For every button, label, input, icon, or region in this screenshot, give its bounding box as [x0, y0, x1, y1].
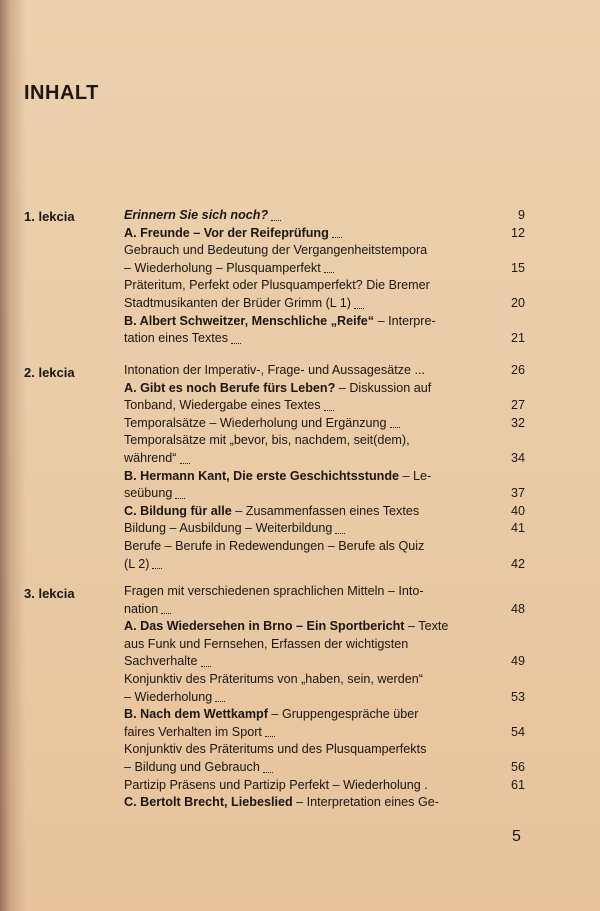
leader-dots [215, 701, 225, 702]
toc-text-part: – Le- [399, 468, 432, 483]
toc-entry-text [124, 759, 467, 777]
toc-line [124, 330, 527, 348]
toc-text-part: – Gruppengespräche über [267, 707, 419, 722]
toc-text-part: tation eines Textes [124, 331, 229, 346]
toc-entry-text [124, 556, 467, 574]
toc-entry-text [124, 397, 467, 415]
toc-text-part: Konjunktiv des Präteritums und des Plusquamperfekts [124, 742, 427, 757]
toc-page-number: 9 [517, 208, 525, 222]
toc-entry-text [124, 380, 467, 398]
toc-entry-text [124, 520, 467, 538]
toc-text-part: Sachverhalte [124, 654, 198, 669]
toc-line [124, 741, 527, 759]
toc-page-number: 37 [510, 486, 525, 501]
toc-page-number: 20 [510, 295, 525, 310]
toc-text-part: – Interpre- [374, 313, 436, 328]
toc-entry-text [124, 538, 467, 556]
toc-entry-text [124, 260, 467, 278]
section-label-1: 1. lekcia [24, 209, 75, 224]
toc-line [124, 415, 527, 433]
toc-text-part: Bildung – Ausbildung – Weiterbildung [124, 521, 333, 536]
toc-text-part: Partizip Präsens und Partizip Perfekt – Wiederholung . [124, 777, 428, 792]
toc-entry-text [124, 277, 467, 295]
toc-text-part: Gebrauch und Bedeutung der Vergangenheitstempora [124, 243, 428, 258]
leader-dots [263, 772, 273, 773]
toc-text-part: Temporalsätze – Wiederholung und Ergänzung [124, 415, 387, 430]
toc-line [124, 380, 527, 398]
section-entries-2 [124, 362, 527, 573]
toc-entry-text [124, 706, 467, 724]
toc-page-number: 56 [510, 759, 525, 774]
toc-page-number: 34 [510, 450, 525, 465]
toc-entry-text [124, 618, 467, 636]
toc-text-part: aus Funk und Fernsehen, Erfassen der wichtigsten [124, 636, 409, 651]
toc-line [124, 520, 527, 538]
toc-entry-text [124, 313, 467, 331]
toc-text-part: während“ [124, 450, 177, 465]
toc-text-part: faires Verhalten im Sport [124, 724, 262, 739]
toc-entry-text [124, 583, 467, 601]
toc-entry-text [124, 794, 467, 812]
toc-line [124, 583, 527, 601]
toc-page-number: 27 [510, 398, 525, 413]
toc-entry-text [124, 207, 467, 225]
toc-entry-text [124, 777, 467, 795]
toc-entry-text [124, 503, 467, 521]
leader-dots [335, 533, 345, 534]
toc-line [124, 671, 527, 689]
toc-page-number: 49 [510, 654, 525, 669]
leader-dots [152, 568, 162, 569]
toc-line [124, 794, 527, 812]
toc-line [124, 618, 527, 636]
section-label-2: 2. lekcia [24, 365, 75, 380]
toc-line [124, 724, 527, 742]
page-number: 5 [512, 828, 521, 845]
toc-line [124, 397, 527, 415]
toc-line [124, 277, 527, 295]
toc-text-part: – Bildung und Gebrauch [124, 759, 260, 774]
toc-line [124, 450, 527, 468]
toc-text-part: B. Albert Schweitzer, Menschliche „Reife“ [124, 313, 375, 328]
section-label-3: 3. lekcia [24, 586, 75, 601]
toc-entry-text [124, 415, 467, 433]
toc-line [124, 636, 527, 654]
toc-entry-text [124, 468, 467, 486]
toc-entry-text [124, 225, 467, 243]
toc-entry-text [124, 636, 467, 654]
toc-page-number: 42 [510, 556, 525, 571]
leader-dots [201, 666, 211, 667]
leader-dots [354, 308, 364, 309]
toc-line [124, 207, 527, 225]
toc-page-number: 12 [510, 225, 525, 240]
toc-text-part: Stadtmusikanten der Brüder Grimm (L 1) [124, 295, 352, 310]
toc-entry-text [124, 330, 467, 348]
toc-text-part: – Diskussion auf [335, 380, 432, 395]
toc-text-part: – Wiederholung – Plusquamperfekt [124, 260, 321, 275]
toc-text-part: Temporalsätze mit „bevor, bis, nachdem, seit(dem), [124, 433, 410, 448]
toc-line [124, 362, 527, 380]
toc-page-number: 21 [510, 331, 525, 346]
toc-text-part: – Wiederholung [124, 689, 213, 704]
toc-text-part: C. Bertolt Brecht, Liebeslied [124, 795, 293, 810]
toc-line [124, 260, 527, 278]
toc-page-number: 26 [510, 363, 525, 377]
toc-text-part: A. Freunde – Vor der Reifeprüfung [124, 225, 329, 240]
toc-line [124, 225, 527, 243]
toc-page-number: 15 [510, 260, 525, 275]
toc-text-part: A. Gibt es noch Berufe fürs Leben? [124, 380, 336, 395]
leader-dots [324, 272, 334, 273]
toc-page-number: 41 [510, 521, 525, 536]
toc-line [124, 706, 527, 724]
toc-entry-text [124, 432, 467, 450]
toc-text-part: nation [124, 601, 159, 616]
toc-text-part: – Zusammenfassen eines Textes [231, 503, 420, 518]
toc-entry-text [124, 450, 467, 468]
toc-page-number: 53 [510, 689, 525, 704]
toc-text-part: – Texte [404, 619, 449, 634]
section-entries-1 [124, 207, 527, 348]
toc-page-number: 40 [510, 503, 525, 518]
toc-line [124, 313, 527, 331]
leader-dots [231, 343, 241, 344]
toc-line [124, 689, 527, 707]
toc-entry-text [124, 741, 467, 759]
leader-dots [324, 410, 334, 411]
leader-dots [175, 498, 185, 499]
toc-text-part: A. Das Wiedersehen in Brno – Ein Sportbericht [124, 619, 405, 634]
page-title: INHALT [24, 82, 99, 104]
leader-dots [161, 613, 171, 614]
toc-text-part: Intonation der Imperativ-, Frage- und Aussagesätze ... [124, 363, 426, 377]
toc-text-part: Tonband, Wiedergabe eines Textes [124, 398, 321, 413]
toc-line [124, 503, 527, 521]
toc-line [124, 759, 527, 777]
leader-dots [271, 220, 281, 221]
toc-text-part: C. Bildung für alle [124, 503, 232, 518]
toc-line [124, 485, 527, 503]
toc-page-number: 54 [510, 724, 525, 739]
toc-entry-text [124, 295, 467, 313]
leader-dots [390, 427, 400, 428]
toc-entry-text [124, 689, 467, 707]
toc-line [124, 242, 527, 260]
toc-text-part: (L 2) [124, 556, 150, 571]
toc-text-part: Fragen mit verschiedenen sprachlichen Mitteln – Into- [124, 584, 424, 598]
leader-dots [180, 463, 190, 464]
leader-dots [332, 237, 342, 238]
toc-entry-text [124, 724, 467, 742]
toc-entry-text [124, 601, 467, 619]
toc-line [124, 601, 527, 619]
toc-entry-text [124, 653, 467, 671]
toc-line [124, 777, 527, 795]
toc-text-part: Präteritum, Perfekt oder Plusquamperfekt? Die Bremer [124, 278, 430, 293]
toc-text-part: Erinnern Sie sich noch? [124, 208, 269, 222]
toc-page-number: 61 [510, 777, 525, 792]
toc-text-part: Berufe – Berufe in Redewendungen – Berufe als Quiz [124, 538, 425, 553]
toc-line [124, 538, 527, 556]
toc-page-number: 32 [510, 415, 525, 430]
toc-line [124, 468, 527, 486]
section-entries-3 [124, 583, 527, 812]
toc-text-part: B. Nach dem Wettkampf [124, 707, 268, 722]
toc-text-part: B. Hermann Kant, Die erste Geschichtsstunde [124, 468, 400, 483]
toc-entry-text [124, 671, 467, 689]
toc-line [124, 556, 527, 574]
toc-page-number: 48 [510, 601, 525, 616]
toc-text-part: – Interpretation eines Ge- [292, 795, 439, 810]
toc-text-part: Konjunktiv des Präteritums von „haben, sein, werden“ [124, 671, 423, 686]
toc-line [124, 653, 527, 671]
toc-entry-text [124, 362, 467, 380]
toc-entry-text [124, 242, 467, 260]
toc-entry-text [124, 485, 467, 503]
toc-line [124, 432, 527, 450]
leader-dots [265, 736, 275, 737]
toc-text-part: seübung [124, 486, 173, 501]
toc-line [124, 295, 527, 313]
